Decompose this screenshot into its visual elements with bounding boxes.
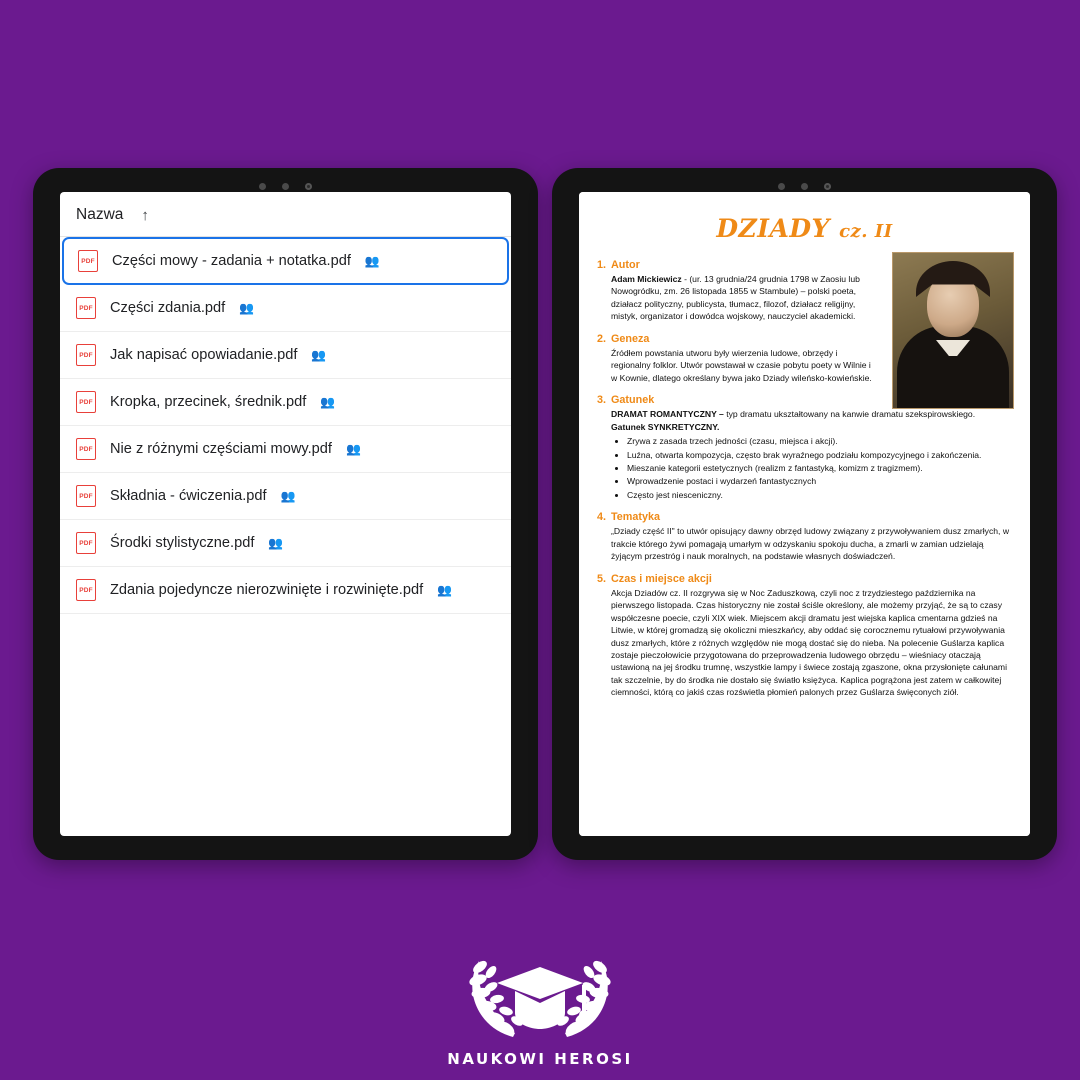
section-heading bbox=[597, 259, 1012, 271]
file-row[interactable] bbox=[60, 567, 511, 614]
section-paragraph: „Dziady część II" to utwór opisujący dawny obrzęd ludowy związany z przywoływaniem dusz zmarłych, w trakcie którego żywi pomagają umarłym w odzyskaniu spokoju ducha, a zmarli w zamian udzielają żyjącym przestróg i nauk moralnych, na podstawie własnych doświadczeń. bbox=[611, 526, 1010, 562]
section-bullet-item: • Luźna, otwarta kompozycja, często brak wyraźnego podziału kompozycyjnego i zakończenia. bbox=[627, 449, 1012, 461]
file-name-label: Jak napisać opowiadanie.pdf bbox=[110, 347, 298, 363]
file-row[interactable] bbox=[60, 332, 511, 379]
file-name-label: Części zdania.pdf bbox=[110, 300, 226, 316]
shared-people-icon[interactable]: 👥 bbox=[239, 301, 254, 315]
section-bullet-item: • Mieszanie kategorii estetycznych (realizm z fantastyką, komizm z tragizmem). bbox=[627, 462, 1012, 474]
speaker-dot bbox=[259, 183, 266, 190]
section-bullet-item: • Zrywa z zasada trzech jedności (czasu, miejsca i akcji). bbox=[627, 435, 1012, 447]
speaker-dot bbox=[778, 183, 785, 190]
file-name-label: Zdania pojedyncze nierozwinięte i rozwinięte.pdf bbox=[110, 582, 424, 598]
section-lead-text: Adam Mickiewicz bbox=[611, 274, 682, 284]
document-title-main: DZIADY bbox=[716, 214, 830, 243]
section-paragraph: Źródłem powstania utworu były wierzenia ludowe, obrzędy i regionalny folklor. Utwór powstawał w czasie pobytu poety w Wilnie i w Kownie, dlatego określany bywa jako Dziady wileńsko-kowieńskie. bbox=[611, 347, 872, 383]
shared-people-icon[interactable]: 👥 bbox=[320, 395, 335, 409]
section-body bbox=[597, 273, 872, 323]
brand-name: NAUKOWI HEROSI bbox=[447, 1050, 633, 1068]
file-name-label: Składnia - ćwiczenia.pdf bbox=[110, 488, 267, 504]
file-row[interactable] bbox=[60, 520, 511, 567]
section-body bbox=[597, 587, 1012, 699]
section-heading bbox=[597, 573, 1012, 585]
camera-icon bbox=[305, 183, 312, 190]
file-row[interactable] bbox=[60, 285, 511, 332]
section-number: 5. bbox=[597, 572, 607, 585]
section-body bbox=[597, 347, 872, 384]
speaker-dot bbox=[801, 183, 808, 190]
right-screen bbox=[579, 192, 1030, 836]
document-section bbox=[597, 573, 1012, 699]
pdf-file-icon: PDF bbox=[76, 391, 96, 413]
file-name-label: Środki stylistyczne.pdf bbox=[110, 535, 255, 551]
section-number: 2. bbox=[597, 332, 607, 345]
document-section bbox=[597, 394, 1012, 501]
left-screen bbox=[60, 192, 511, 836]
file-name-label: Części mowy - zadania + notatka.pdf bbox=[112, 253, 351, 269]
section-number: 3. bbox=[597, 394, 607, 407]
tablet-right bbox=[552, 168, 1057, 860]
shared-people-icon[interactable]: 👥 bbox=[311, 348, 326, 362]
section-lead-text-2: Gatunek SYNKRETYCZNY. bbox=[611, 421, 720, 432]
section-title: Geneza bbox=[611, 332, 650, 345]
section-title: Autor bbox=[611, 259, 640, 271]
file-row[interactable] bbox=[60, 473, 511, 520]
pdf-file-icon: PDF bbox=[76, 297, 96, 319]
pdf-file-icon: PDF bbox=[76, 532, 96, 554]
shared-people-icon[interactable]: 👥 bbox=[437, 583, 452, 597]
section-heading bbox=[597, 511, 1012, 523]
sort-ascending-icon[interactable]: ↑ bbox=[141, 206, 149, 224]
pdf-file-icon: PDF bbox=[76, 438, 96, 460]
brand-logo bbox=[0, 941, 1080, 1068]
section-heading bbox=[597, 394, 1012, 406]
file-row[interactable] bbox=[62, 237, 509, 285]
section-title: Tematyka bbox=[611, 511, 661, 524]
file-row[interactable] bbox=[60, 426, 511, 473]
column-header-name[interactable]: Nazwa bbox=[76, 206, 124, 223]
document-section bbox=[597, 511, 1012, 562]
document-section bbox=[597, 333, 1012, 384]
file-name-label: Kropka, przecinek, średnik.pdf bbox=[110, 394, 307, 410]
pdf-file-icon: PDF bbox=[76, 485, 96, 507]
file-list-header bbox=[60, 192, 511, 237]
section-paragraph: Akcja Dziadów cz. II rozgrywa się w Noc Zaduszkową, czyli noc z trzydziestego października na pierwszego listopada. Czas historyczny nie został ściśle określony, ale możemy przyjąć, że są to czasy współczesne poecie, czyli XIX wiek. Miejscem akcji dramatu jest wiejska kaplica cmentarna gdzieś na Litwie, w której gromadzą się okoliczni mieszkańcy, aby oddać się corocznemu rytuałowi przywoływania dusz zmarłych, które z różnych względów nie mogą dostać się do nieba. Na polecenie Guślarza kaplica zostaje pieczołowicie przygotowana do przeprowadzenia ludowego obrzędu – wieśniacy otaczają ustawioną na jej środku trumnę, wszystkie lampy i świece zostają zgaszone, okna przysłonięte całunami tak szczelnie, by do środka nie dostało się światło księżyca. Kaplica pogrążona jest zatem w całkowitej ciemności, którą co jakiś czas rozświetla płomień palonych przez Guślarza święconych ziół. bbox=[611, 587, 1007, 698]
shared-people-icon[interactable]: 👥 bbox=[268, 536, 283, 550]
section-number: 4. bbox=[597, 511, 607, 524]
section-title: Czas i miejsce akcji bbox=[611, 572, 712, 585]
pdf-file-icon: PDF bbox=[76, 579, 96, 601]
section-body bbox=[597, 525, 1012, 562]
file-name-label: Nie z różnymi częściami mowy.pdf bbox=[110, 441, 332, 457]
file-list bbox=[60, 237, 511, 614]
document-title bbox=[597, 214, 1012, 243]
speaker-dot bbox=[282, 183, 289, 190]
document-section bbox=[597, 259, 1012, 323]
document-title-part: cz. II bbox=[839, 221, 893, 242]
pdf-document-page bbox=[579, 192, 1030, 836]
section-number: 1. bbox=[597, 259, 607, 271]
pdf-file-icon: PDF bbox=[78, 250, 98, 272]
graduation-cap-laurel-icon bbox=[455, 941, 625, 1046]
file-row[interactable] bbox=[60, 379, 511, 426]
shared-people-icon[interactable]: 👥 bbox=[364, 254, 379, 268]
section-paragraph: typ dramatu ukształtowany na kanwie dramatu szekspirowskiego. bbox=[723, 409, 976, 420]
shared-people-icon[interactable]: 👥 bbox=[345, 442, 360, 456]
section-heading bbox=[597, 333, 1012, 345]
section-body bbox=[597, 408, 1012, 501]
pdf-file-icon: PDF bbox=[76, 344, 96, 366]
tablet-left bbox=[33, 168, 538, 860]
shared-people-icon[interactable]: 👥 bbox=[280, 489, 295, 503]
section-bullet-item: • Wprowadzenie postaci i wydarzeń fantastycznych bbox=[627, 475, 1012, 487]
section-lead-text: DRAMAT ROMANTYCZNY – bbox=[611, 409, 724, 420]
section-bullet-list bbox=[611, 435, 1012, 501]
section-paragraph: - (ur. 13 grudnia/24 grudnia 1798 w Zaosiu lub Nowogródku, zm. 26 listopada 1855 w Stambule) – polski poeta, działacz polityczny, publicysta, tłumacz, filozof, działacz religijny, mistyk, organizator i dowódca wojskowy, nauczyciel akademicki. bbox=[611, 274, 860, 322]
section-title: Gatunek bbox=[611, 394, 655, 407]
section-bullet-item: • Często jest niesceniczny. bbox=[627, 489, 1012, 501]
camera-icon bbox=[824, 183, 831, 190]
